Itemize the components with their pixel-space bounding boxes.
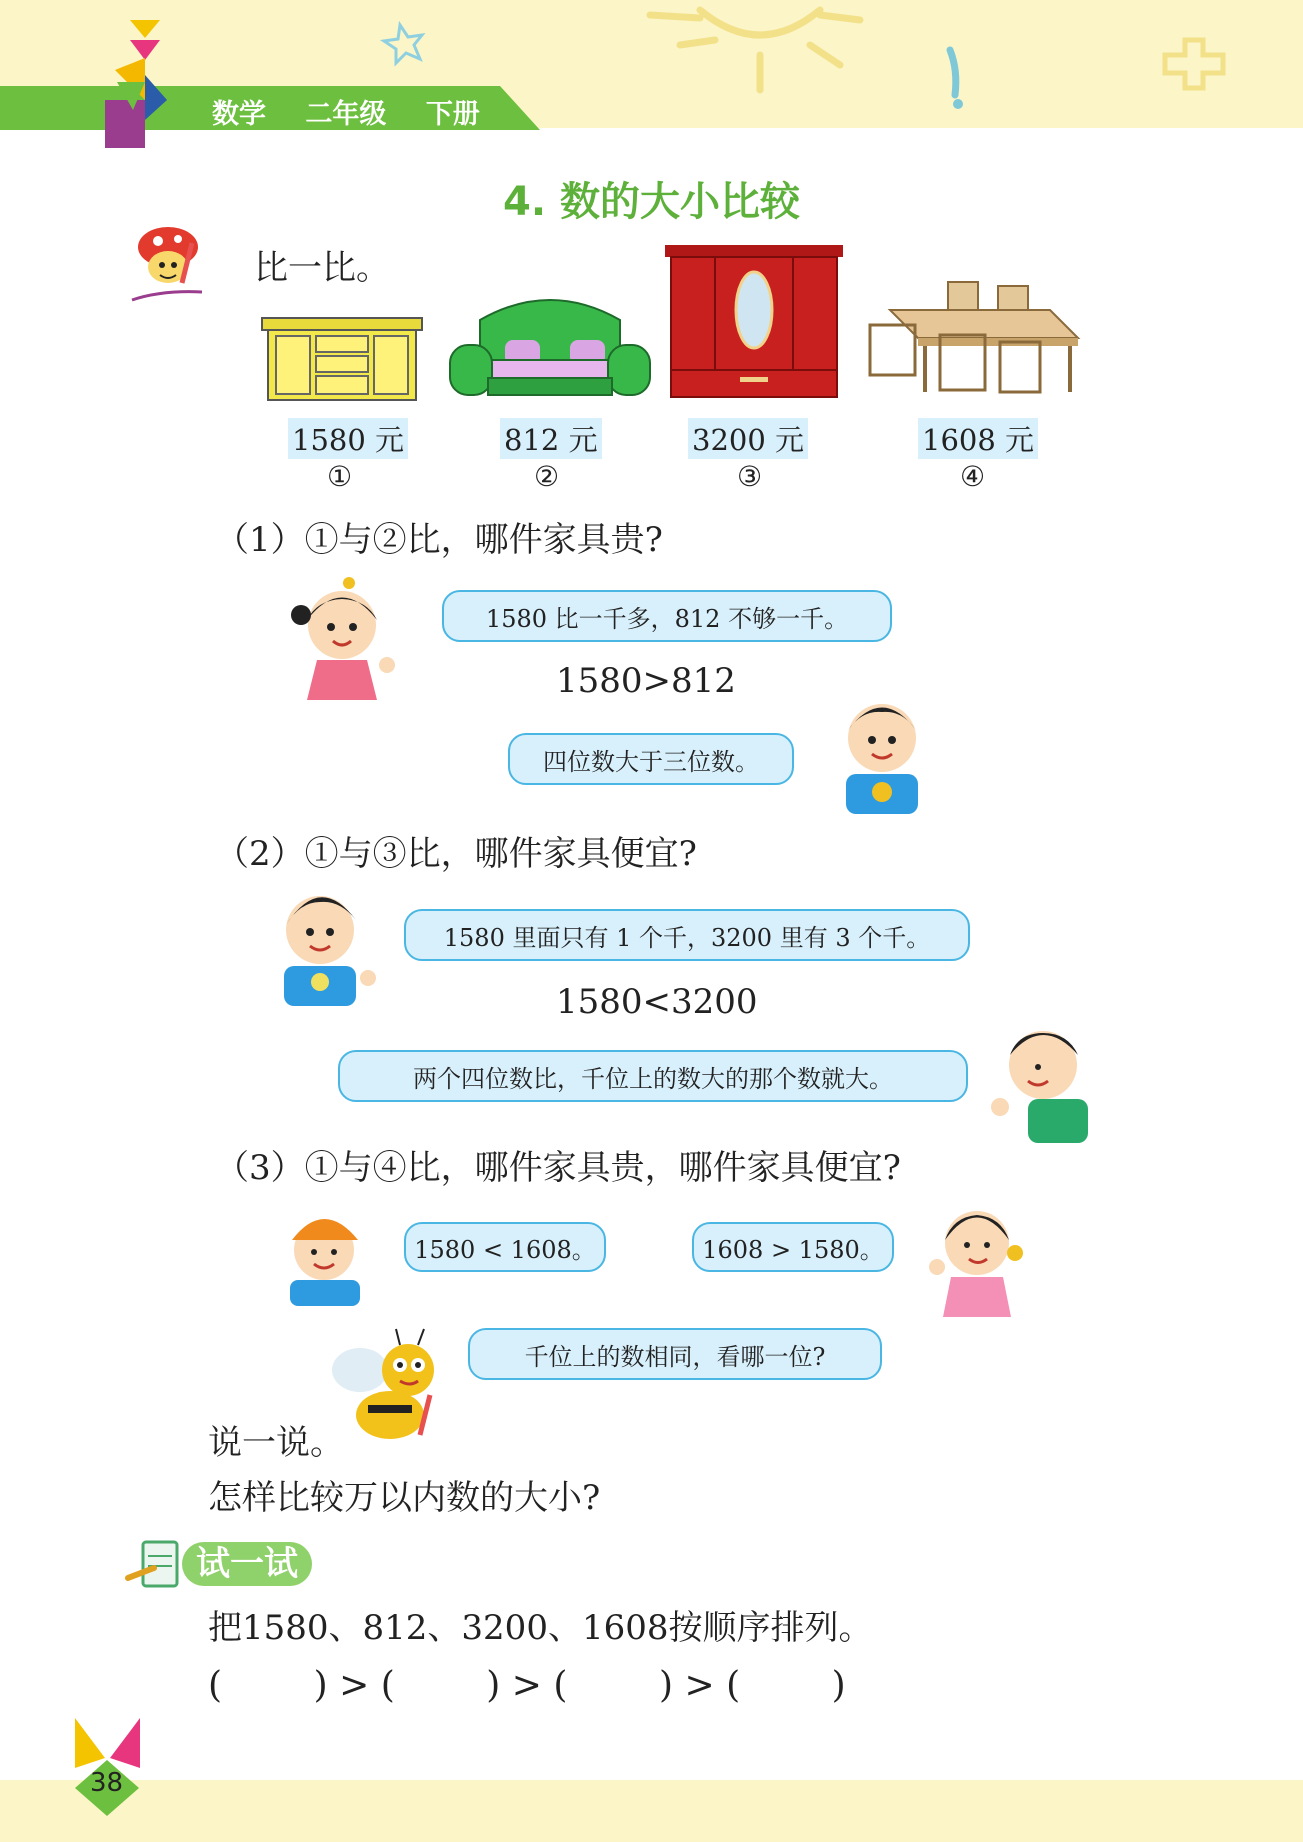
item-number-4: ④ xyxy=(960,460,986,493)
mushroom-mascot-icon xyxy=(130,225,210,305)
notepad-icon xyxy=(128,1538,188,1593)
speech-bubble-q3-right: 1608 > 1580。 xyxy=(692,1222,894,1272)
question-3: （3）①与④比，哪件家具贵，哪件家具便宜? xyxy=(215,1148,901,1188)
try-task: 把1580、812、3200、1608按顺序排列。 xyxy=(208,1608,873,1648)
wardrobe-icon xyxy=(665,245,845,400)
header-subject: 数学 xyxy=(212,99,266,130)
boy-cap-avatar-icon xyxy=(282,1198,372,1308)
tangram-logo xyxy=(105,20,175,150)
question-1: （1）①与②比，哪件家具贵? xyxy=(215,520,663,560)
speech-bubble-q3-left: 1580 < 1608。 xyxy=(404,1222,606,1272)
sofa-icon xyxy=(450,300,650,400)
try-label: 试一试 xyxy=(182,1542,312,1586)
answer-blanks: ( ) > ( ) > ( ) > ( ) xyxy=(208,1665,846,1706)
bee-mascot-icon xyxy=(330,1325,450,1445)
discuss-label: 说一说。 xyxy=(208,1423,344,1463)
speech-bubble-bee: 千位上的数相同，看哪一位? xyxy=(468,1328,882,1380)
intro-text: 比一比。 xyxy=(254,248,390,288)
header-text xyxy=(212,92,510,131)
item-number-2: ② xyxy=(534,460,560,493)
speech-bubble-q1-girl: 1580 比一千多，812 不够一千。 xyxy=(442,590,892,642)
lesson-title: 4. 数的大小比较 xyxy=(503,179,800,225)
header-grade: 二年级 xyxy=(305,99,387,130)
cabinet-icon xyxy=(262,318,427,408)
girl-avatar-icon xyxy=(287,575,407,705)
compare-q1: 1580>812 xyxy=(556,661,736,701)
speech-bubble-q2-boy2: 两个四位数比，千位上的数大的那个数就大。 xyxy=(338,1050,968,1102)
discuss-question: 怎样比较万以内数的大小? xyxy=(208,1478,601,1518)
header-volume: 下册 xyxy=(425,99,480,130)
item-number-3: ③ xyxy=(737,460,763,493)
speech-bubble-q1-boy: 四位数大于三位数。 xyxy=(508,733,794,785)
price-label-2: 812 元 xyxy=(500,418,602,459)
compare-q2: 1580<3200 xyxy=(556,982,758,1022)
boy-avatar-icon-2 xyxy=(272,880,382,1010)
speech-bubble-q2-boy: 1580 里面只有 1 个千，3200 里有 3 个千。 xyxy=(404,909,970,961)
boy-avatar-icon xyxy=(832,690,932,820)
price-label-4: 1608 元 xyxy=(918,418,1038,459)
boy-profile-avatar-icon xyxy=(988,1015,1098,1145)
item-number-1: ① xyxy=(327,460,353,493)
dining-table-icon xyxy=(870,280,1080,400)
price-label-3: 3200 元 xyxy=(688,418,808,459)
bottom-decor-band xyxy=(0,1780,1303,1842)
page-number: 38 xyxy=(90,1768,124,1798)
price-label-1: 1580 元 xyxy=(288,418,408,459)
girl-avatar-icon-2 xyxy=(925,1195,1025,1325)
question-2: （2）①与③比，哪件家具便宜? xyxy=(215,834,697,874)
